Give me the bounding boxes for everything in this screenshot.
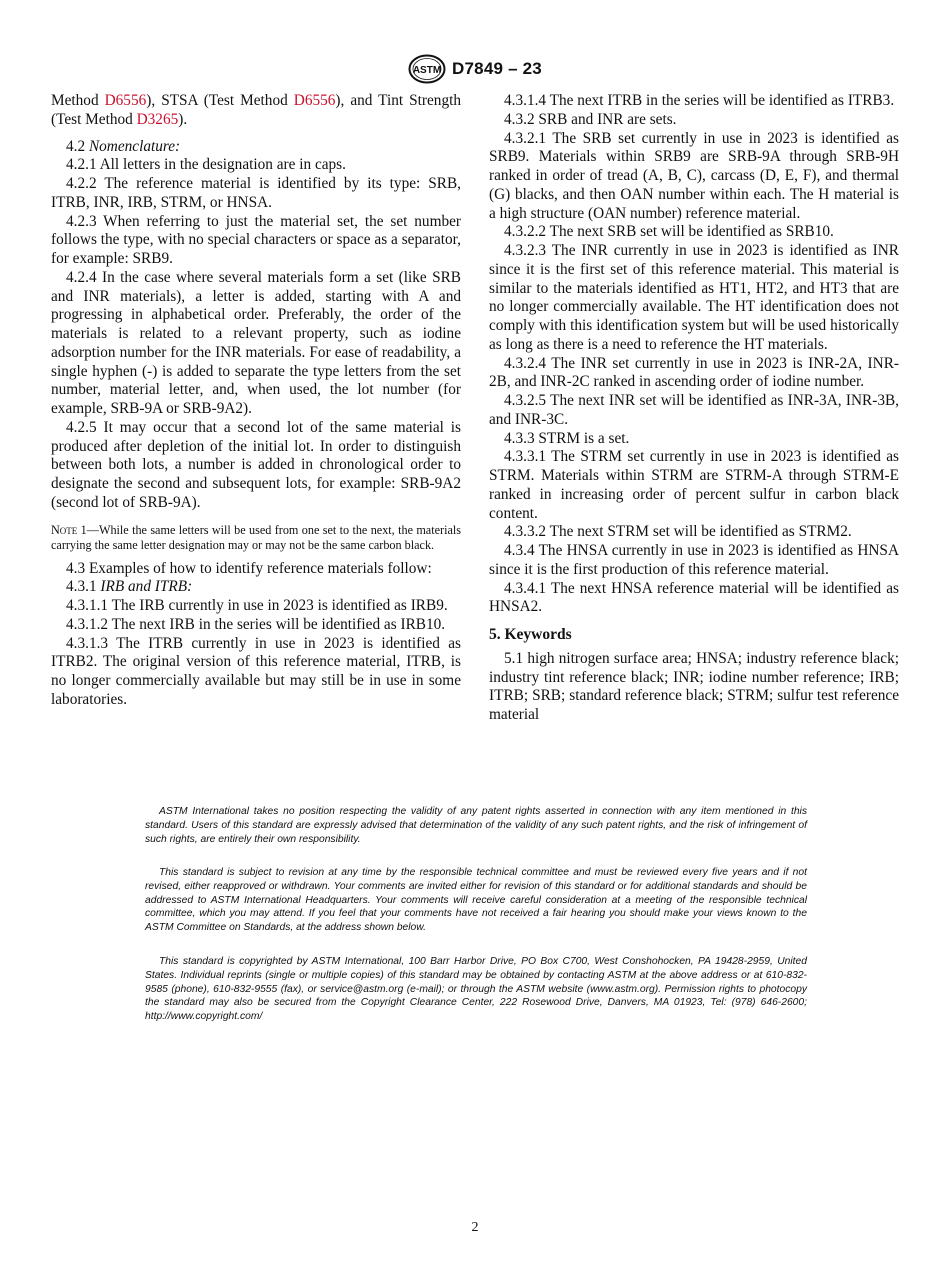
- paragraph-4-3-2-3: 4.3.2.3 The INR currently in use in 2023 is identified as INR since it is the first set of this reference material. This material is similar to the materials identified as HT1, HT2, and HT3 that are no longer commercially available. The HT identification does not comply with this identification system but will be used historically as long as there is a need to reference the HT materials.: [489, 242, 899, 353]
- paragraph-4-3-3-1: 4.3.3.1 The STRM set currently in use in 2023 is identified as STRM. Materials within STRM are STRM-A through STRM-E ranked in increasing order of percent sulfur in carbon black content.: [489, 448, 899, 522]
- paragraph-4-2-4: 4.2.4 In the case where several materials form a set (like SRB and INR materials), a letter is added, starting with A and progressing in alphabetical order. Preferably, the order of the materials is related to a relevant property, such as iodine adsorption number for the INR materials. For ease of readability, a single hyphen (-) is added to separate the type letters from the set number, material letter, and, when used, the lot number (for example, SRB-9A or SRB-9A2).: [51, 268, 461, 417]
- paragraph-4-3-2: 4.3.2 SRB and INR are sets.: [504, 110, 677, 128]
- logo-text: ASTM: [412, 65, 442, 76]
- paragraph-4-3-2-4: 4.3.2.4 The INR set currently in use in 2023 is INR-2A, INR-2B, and INR-2C ranked in ascending order of iodine number.: [489, 354, 899, 391]
- section-5-heading: 5. Keywords: [489, 626, 572, 643]
- paragraph-4-3-2-5: 4.3.2.5 The next INR set will be identified as INR-3A, INR-3B, and INR-3C.: [489, 392, 899, 428]
- paragraph-4-2-3: 4.2.3 When referring to just the material set, the set number follows the type, with no special characters or space as a separator, for example: SRB9.: [51, 212, 461, 267]
- link-d6556-second[interactable]: D6556: [293, 92, 336, 109]
- page-header: [0, 52, 950, 86]
- paragraph: Method D6556), STSA (Test Method D6556), and Tint Strength (Test Method D3265).: [51, 92, 461, 128]
- paragraph-5-1: 5.1 high nitrogen surface area; HNSA; industry reference black; industry tint reference black; INR; iodine number reference; IRB; ITRB; SRB; standard reference black; STRM; sulfur test reference material: [489, 649, 899, 723]
- paragraph-4-3-2-2: 4.3.2.2 The next SRB set will be identified as SRB10.: [504, 223, 834, 241]
- left-column: [51, 92, 461, 710]
- paragraph-4-3: 4.3 Examples of how to identify reference materials follow:: [66, 559, 432, 577]
- paragraph-4-3-1-2: 4.3.1.2 The next IRB in the series will be identified as IRB10.: [66, 615, 446, 633]
- right-column: [489, 92, 899, 725]
- document-designation: D7849 – 23: [452, 59, 542, 78]
- paragraph-4-3-1-3: 4.3.1.3 The ITRB currently in use in 2023 is identified as ITRB2. The original version of this reference material, ITRB, is no longer commercially available but may still be in use in some laboratories.: [51, 634, 461, 708]
- paragraph-4-2-5: 4.2.5 It may occur that a second lot of the same material is produced after depletion of the initial lot. In order to distinguish between both lots, a number is added in chronological order to designate the second and subsequent lots, for example: SRB-9A2 (second lot of SRB-9A).: [51, 418, 461, 511]
- paragraph-4-3-3: 4.3.3 STRM is a set.: [504, 429, 630, 447]
- paragraph-4-2-2: 4.2.2 The reference material is identified by its type: SRB, ITRB, INR, IRB, STRM, or HNSA.: [51, 175, 461, 211]
- paragraph-4-3-1-4: 4.3.1.4 The next ITRB in the series will be identified as ITRB3.: [504, 92, 895, 109]
- paragraph-4-3-2-1: 4.3.2.1 The SRB set currently in use in 2023 is identified as SRB9. Materials within SRB9 are SRB-9A through SRB-9H ranked in order of tread (A, B, C), carcass (D, E, F), and thermal (G) blacks, and then OAN number within each. The H material is a high structure (OAN number) reference material.: [489, 129, 899, 222]
- footer-patent-notice: ASTM International takes no position respecting the validity of any patent rights asserted in connection with any item mentioned in this standard. Users of this standard are expressly advised that determination of the validity of any such patent rights, and the risk of infringement of such rights, are entirely their own responsibility.: [145, 806, 807, 845]
- astm-logo-icon: [408, 54, 446, 84]
- paragraph-4-3-3-2: 4.3.3.2 The next STRM set will be identified as STRM2.: [504, 523, 852, 541]
- footer-copyright-notice: This standard is copyrighted by ASTM International, 100 Barr Harbor Drive, PO Box C700, West Conshohocken, PA 19428-2959, United States. Individual reprints (single or multiple copies) of this standard may be obtained by contacting ASTM at the above address or at 610-832-9585 (phone), 610-832-9555 (fax), or service@astm.org (e-mail); or through the ASTM website (www.astm.org). Permission rights to photocopy the standard may also be secured from the Copyright Clearance Center, 222 Rosewood Drive, Danvers, MA 01923, Tel: (978) 646-2600; http://www.copyright.com/: [145, 956, 807, 1023]
- paragraph-4-2-1: 4.2.1 All letters in the designation are in caps.: [66, 156, 346, 174]
- link-d6556[interactable]: D6556: [104, 92, 147, 109]
- footer-revision-notice: This standard is subject to revision at any time by the responsible technical committee and must be reviewed every five years and if not revised, either reapproved or withdrawn. Your comments are invited either for revision of this standard or for additional standards and should be addressed to ASTM International Headquarters. Your comments will receive careful consideration at a meeting of the responsible technical committee, which you may attend. If you feel that your comments have not received a fair hearing you should make your views known to the ASTM Committee on Standards, at the address shown below.: [145, 867, 807, 934]
- note-1: Note 1—While the same letters will be used from one set to the next, the materials carrying the same letter designation may or may not be the same carbon black.: [51, 522, 461, 552]
- paragraph-4-3-4: 4.3.4 The HNSA currently in use in 2023 is identified as HNSA since it is the first production of this reference material.: [489, 542, 899, 578]
- section-4-2-heading: 4.2 Nomenclature:: [66, 137, 181, 155]
- paragraph-4-3-4-1: 4.3.4.1 The next HNSA reference material will be identified as HNSA2.: [489, 579, 899, 616]
- page-number: 2: [471, 1220, 479, 1235]
- paragraph-4-3-1-1: 4.3.1.1 The IRB currently in use in 2023 is identified as IRB9.: [66, 597, 448, 614]
- section-4-3-1-heading: 4.3.1 IRB and ITRB:: [66, 578, 193, 596]
- link-d3265[interactable]: D3265: [136, 110, 179, 128]
